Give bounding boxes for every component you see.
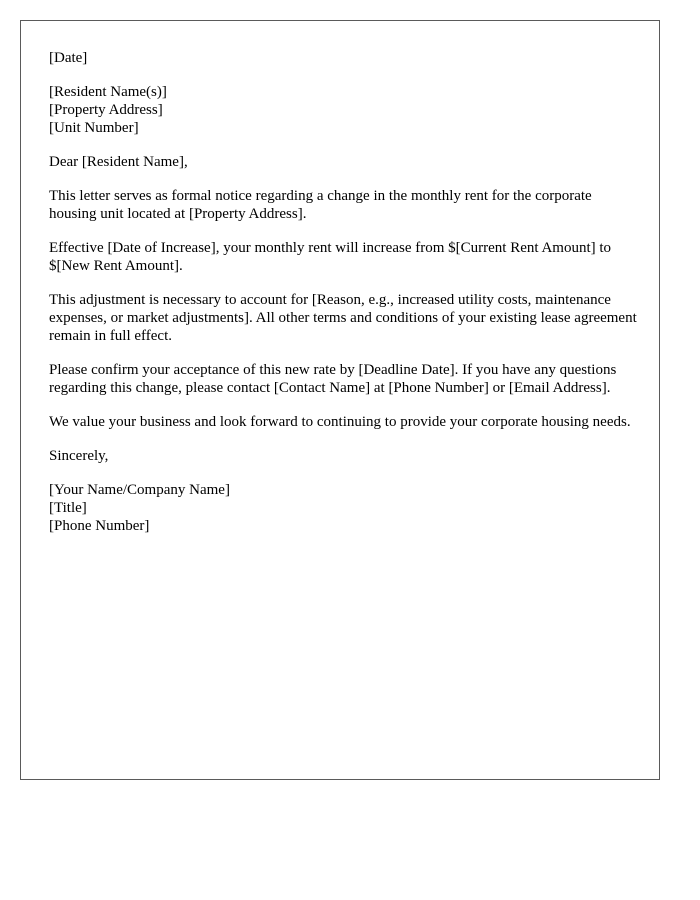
letter-page [20,20,660,780]
paragraph-confirmation: Please confirm your acceptance of this new rate by [Deadline Date]. If you have any questions regarding this change, please contact [Contact Name] at [Phone Number] or [Email Address]. [49,362,617,396]
closing: Sincerely, [49,448,109,464]
signature-title: [Title] [49,500,87,516]
letter-body [49,49,639,551]
signature-name: [Your Name/Company Name] [49,482,230,498]
signature-block [49,481,639,535]
letter-date: [Date] [49,50,88,66]
salutation: Dear [Resident Name], [49,154,188,170]
paragraph-closing-remark: We value your business and look forward to continuing to provide your corporate housing needs. [49,414,631,430]
recipient-name: [Resident Name(s)] [49,84,167,100]
paragraph-reason: This adjustment is necessary to account for [Reason, e.g., increased utility costs, maintenance expenses, or market adjustments]. All other terms and conditions of your existing lease agreement remain in full effect. [49,292,637,344]
recipient-block [49,83,639,137]
paragraph-notice: This letter serves as formal notice regarding a change in the monthly rent for the corporate housing unit located at [Property Address]. [49,188,592,222]
recipient-unit: [Unit Number] [49,120,139,136]
paragraph-rent-change: Effective [Date of Increase], your monthly rent will increase from $[Current Rent Amount] to $[New Rent Amount]. [49,240,612,274]
recipient-address: [Property Address] [49,102,163,118]
signature-phone: [Phone Number] [49,518,150,534]
